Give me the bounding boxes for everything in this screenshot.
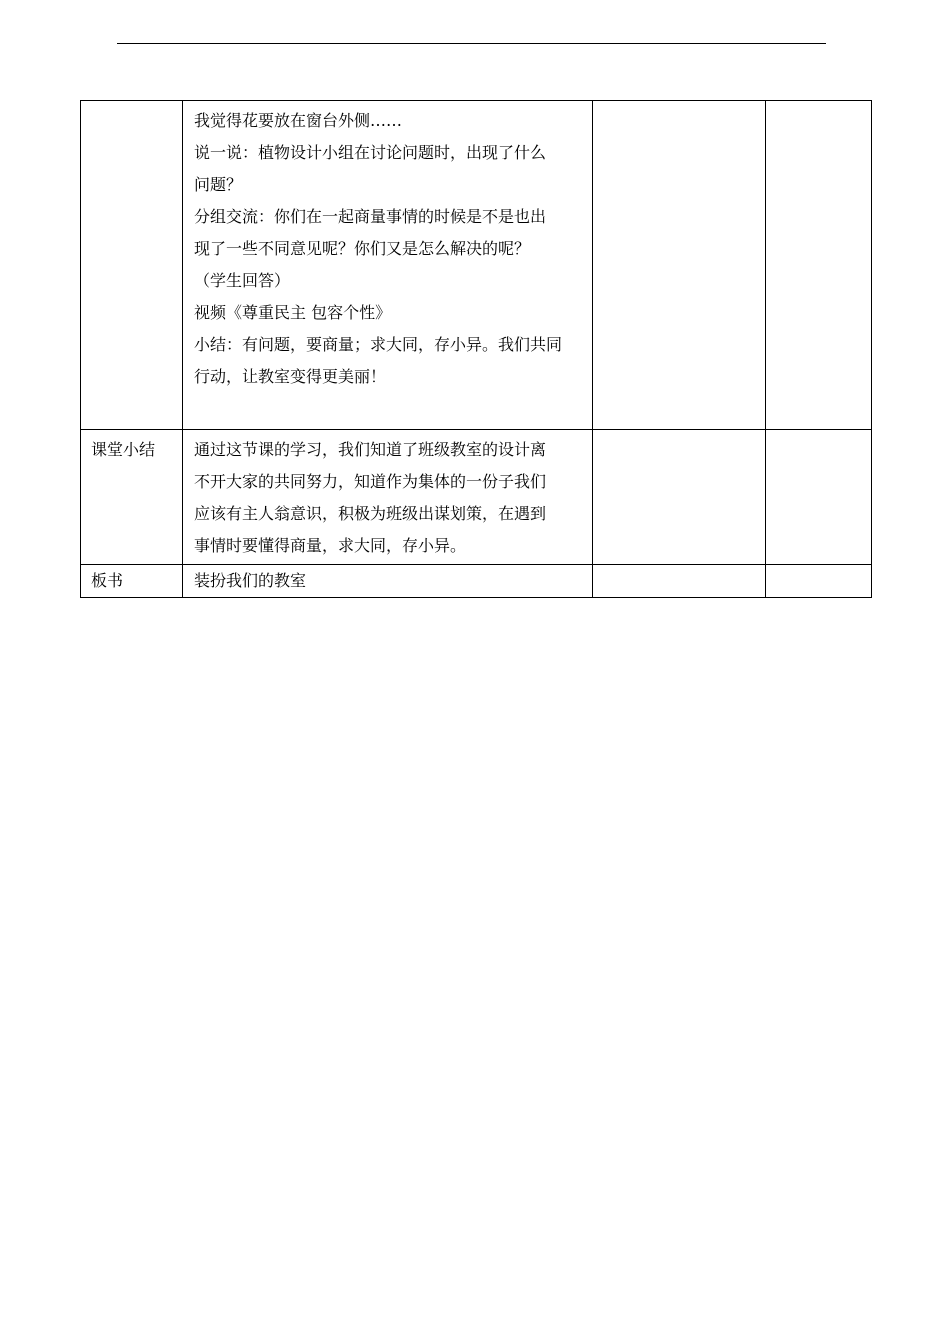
content-line: 应该有主人翁意识，积极为班级出谋划策，在遇到	[194, 504, 547, 523]
content-line: 现了一些不同意见呢？你们又是怎么解决的呢？	[194, 239, 531, 258]
content-line: 分组交流：你们在一起商量事情的时候是不是也出	[194, 207, 547, 226]
content-line: 小结：有问题，要商量；求大同，存小异。我们共同	[194, 335, 563, 354]
content-line: 问题？	[194, 175, 243, 194]
empty-cell	[766, 430, 872, 565]
content-line: 事情时要懂得商量，求大同，存小异。	[194, 536, 467, 555]
table-row-activity	[81, 101, 872, 430]
content-line: （学生回答）	[194, 271, 291, 290]
empty-cell	[766, 565, 872, 598]
row-label: 板书	[81, 565, 183, 598]
content-line: 我觉得花要放在窗台外侧……	[194, 111, 403, 130]
empty-cell	[766, 101, 872, 430]
content-line: 通过这节课的学习，我们知道了班级教室的设计离	[194, 440, 547, 459]
table-row-summary	[81, 430, 872, 565]
content-line: 行动，让教室变得更美丽！	[194, 367, 387, 386]
header-rule	[117, 43, 826, 44]
lesson-plan-table	[80, 100, 872, 598]
empty-cell	[593, 101, 766, 430]
board-content	[183, 565, 593, 598]
empty-cell	[593, 430, 766, 565]
activity-content	[183, 101, 593, 430]
content-line: 视频《尊重民主 包容个性》	[194, 303, 392, 322]
content-line: 装扮我们的教室	[194, 571, 307, 590]
row-label: 课堂小结	[81, 430, 183, 565]
row-label	[81, 101, 183, 430]
content-line: 说一说：植物设计小组在讨论问题时，出现了什么	[194, 143, 547, 162]
table-row-board	[81, 565, 872, 598]
summary-content	[183, 430, 593, 565]
content-line: 不开大家的共同努力，知道作为集体的一份子我们	[194, 472, 547, 491]
empty-cell	[593, 565, 766, 598]
